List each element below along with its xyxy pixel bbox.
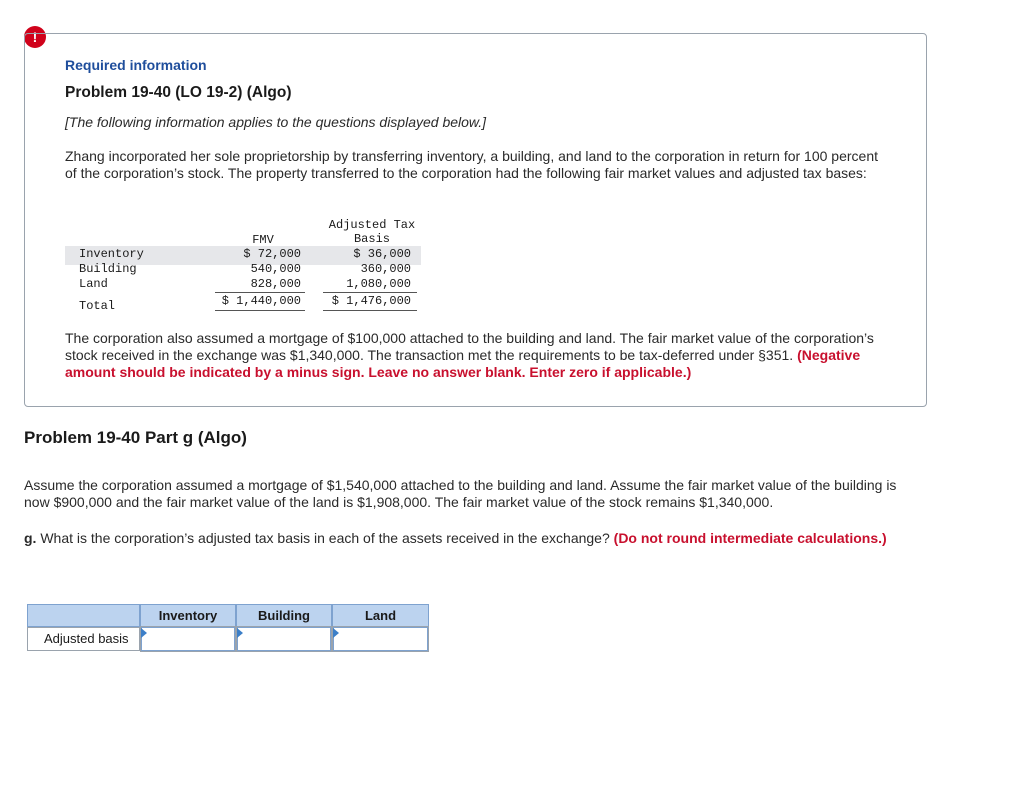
basis-total: $ 1,476,000 (331, 294, 411, 308)
mortgage-paragraph (65, 330, 905, 381)
total-underline-basis (323, 310, 417, 311)
fmv-total: $ 1,440,000 (221, 294, 301, 308)
problem-title: Problem 19-40 (LO 19-2) (Algo) (65, 84, 292, 101)
answer-header-building: Building (236, 604, 332, 627)
adjusted-basis-inventory-input[interactable] (141, 627, 235, 651)
question-text: What is the corporation’s adjusted tax basis in each of the assets received in the exchange? (36, 530, 614, 546)
entry-instruction: (Negative amount should be indicated by a minus sign. Leave no answer blank. Enter zero if applicable.) (65, 347, 861, 380)
rounding-instruction: (Do not round intermediate calculations.) (613, 530, 887, 546)
property-table (65, 218, 421, 314)
total-rule-basis (323, 292, 417, 293)
assume-paragraph: Assume the corporation assumed a mortgage of $1,540,000 attached to the building and land. Assume the fair market value of the building is now $900,000 and the fair market value of the land is $1,908,000. The fair market value of the stock remains $1,340,000. (24, 477, 897, 510)
row-label-building: Building (79, 262, 137, 276)
col-header-basis-2: Basis (353, 232, 390, 246)
fmv-inventory: $ 72,000 (243, 247, 301, 261)
answer-header-land: Land (332, 604, 429, 627)
basis-land: 1,080,000 (346, 277, 411, 291)
part-title: Problem 19-40 Part g (Algo) (24, 428, 247, 447)
mortgage-text: The corporation also assumed a mortgage of $100,000 attached to the building and land. The fair market value of the corporation’s stock received in the exchange was $1,340,000. The transaction met the requirements to be tax-deferred under §351. (65, 330, 874, 363)
total-rule-fmv (215, 292, 305, 293)
basis-building: 360,000 (360, 262, 411, 276)
col-header-fmv: FMV (252, 233, 274, 247)
col-header-basis-1: Adjusted Tax (328, 218, 416, 232)
fmv-building: 540,000 (250, 262, 301, 276)
question-paragraph (24, 530, 924, 547)
adjusted-basis-building-input[interactable] (237, 627, 331, 651)
row-label-land: Land (79, 277, 108, 291)
answer-row-label: Adjusted basis (27, 627, 140, 651)
question-letter: g. (24, 530, 37, 546)
answer-header-inventory: Inventory (140, 604, 236, 627)
basis-inventory: $ 36,000 (353, 247, 411, 261)
applies-note: [The following information applies to the questions displayed below.] (65, 114, 487, 130)
adjusted-basis-land-input[interactable] (333, 627, 428, 651)
answer-header-blank (27, 604, 140, 627)
alert-icon: ! (24, 26, 46, 48)
input-marker-icon (237, 628, 243, 638)
input-marker-icon (333, 628, 339, 638)
required-info-heading: Required information (65, 57, 207, 73)
total-underline-fmv (215, 310, 305, 311)
row-label-total: Total (79, 299, 116, 313)
input-marker-icon (141, 628, 147, 638)
fmv-land: 828,000 (250, 277, 301, 291)
intro-paragraph: Zhang incorporated her sole proprietorship by transferring inventory, a building, and land to the corporation in return for 100 percent of the corporation’s stock. The property transferred to the corporation had the following fair market values and adjusted tax bases: (65, 148, 878, 181)
row-label-inventory: Inventory (79, 247, 144, 261)
